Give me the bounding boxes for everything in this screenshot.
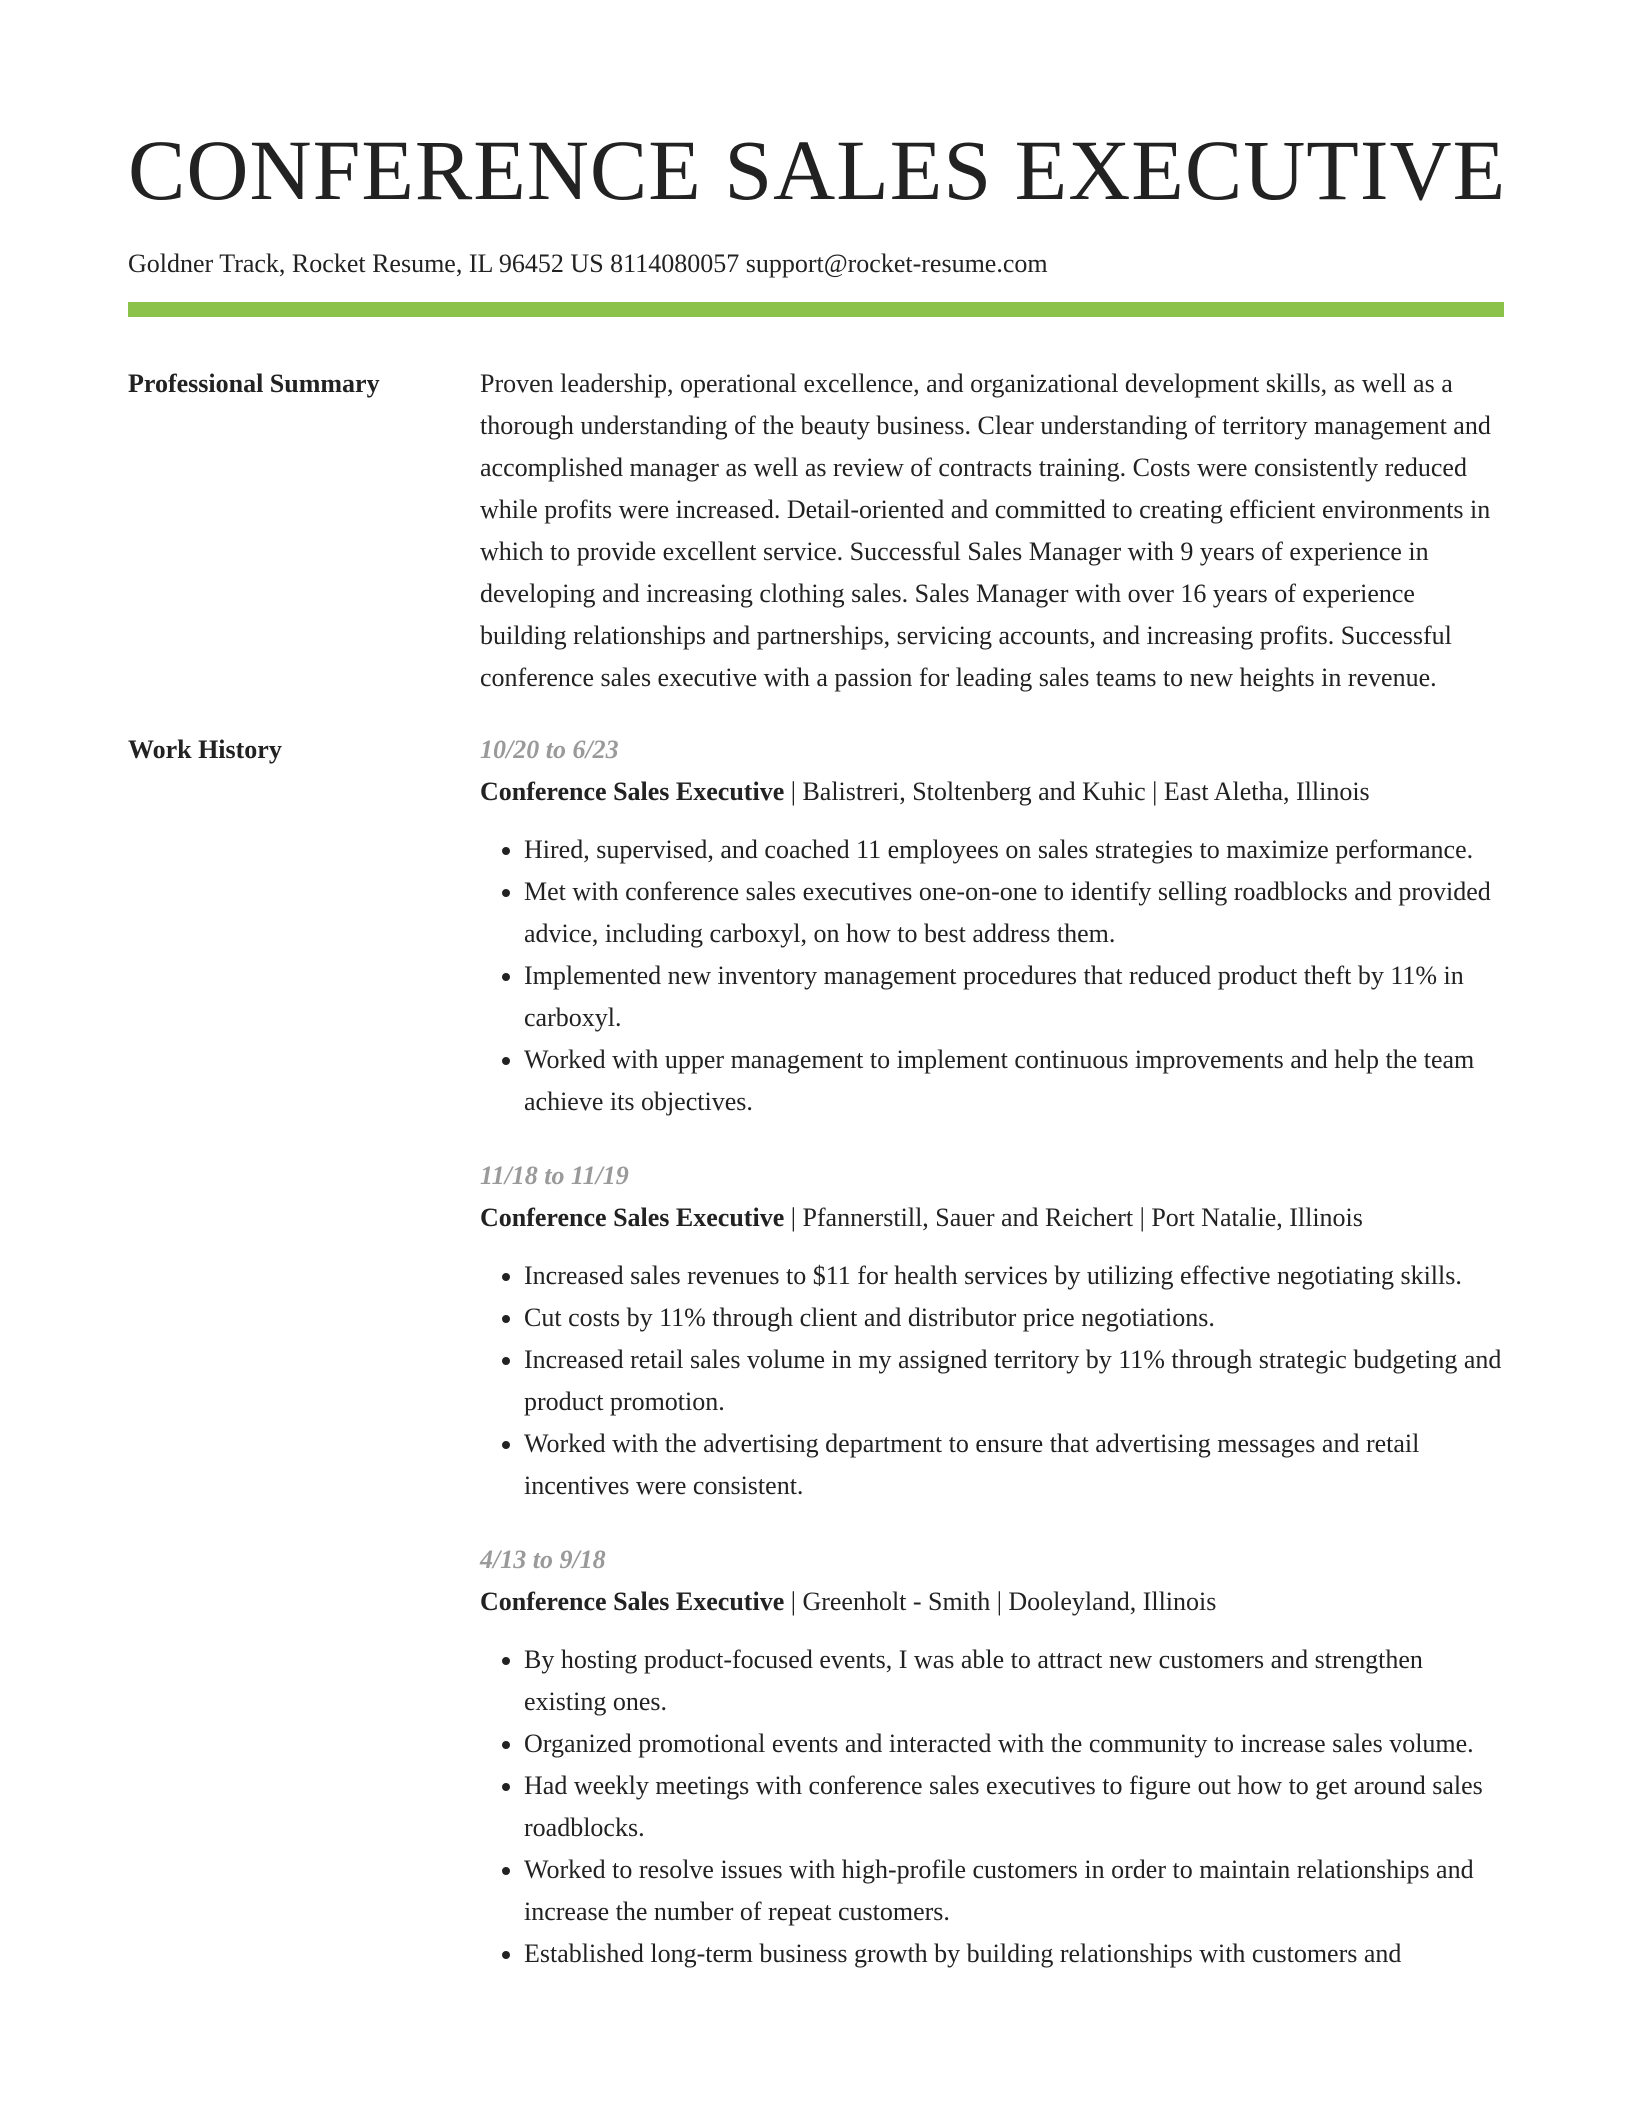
resume-name-heading: CONFERENCE SALES EXECUTIVE [128,122,1507,218]
work-history-section [128,729,1504,2007]
job-entry [480,1155,1504,1507]
job-entry [480,729,1504,1123]
job-bullet: • Organized promotional events and interacted with the community to increase sales volume. [524,1723,1504,1765]
job-bullet: • Established long-term business growth by building relationships with customers and [524,1933,1504,1975]
job-details: | Pfannerstill, Sauer and Reichert | Port Natalie, Illinois [784,1203,1363,1232]
job-bullet: • Increased sales revenues to $11 for health services by utilizing effective negotiating skills. [524,1255,1504,1297]
section-label-professional-summary: Professional Summary [128,369,380,398]
job-title: Conference Sales Executive [480,1203,785,1232]
job-bullet: • Hired, supervised, and coached 11 employees on sales strategies to maximize performance. [524,829,1504,871]
job-title-line [480,771,1504,813]
job-dates: 10/20 to 6/23 [480,735,619,764]
job-bullet-list [480,1255,1504,1507]
contact-address: Goldner Track, Rocket Resume, IL 96452 US [128,249,604,278]
job-bullet: • By hosting product-focused events, I was able to attract new customers and strengthen existing ones. [524,1639,1504,1723]
job-bullet-list [480,1639,1504,1975]
job-dates: 11/18 to 11/19 [480,1161,629,1190]
job-dates: 4/13 to 9/18 [480,1545,606,1574]
work-history-body [480,729,1504,2007]
job-bullet: • Implemented new inventory management procedures that reduced product theft by 11% in carboxyl. [524,955,1504,1039]
contact-line [128,246,1504,282]
job-title-line [480,1197,1504,1239]
job-bullet: • Worked with upper management to implement continuous improvements and help the team achieve its objectives. [524,1039,1504,1123]
job-title: Conference Sales Executive [480,1587,785,1616]
job-bullet: • Worked to resolve issues with high-profile customers in order to maintain relationships and increase the number of repeat customers. [524,1849,1504,1933]
job-title-line [480,1581,1504,1623]
professional-summary-section [128,363,1504,699]
job-details: | Balistreri, Stoltenberg and Kuhic | East Aletha, Illinois [784,777,1370,806]
contact-phone: 8114080057 [610,249,740,278]
job-details: | Greenholt - Smith | Dooleyland, Illinois [784,1587,1217,1616]
contact-email: support@rocket-resume.com [745,249,1048,278]
job-bullet: • Met with conference sales executives one-on-one to identify selling roadblocks and provided advice, including carboxyl, on how to best address them. [524,871,1504,955]
job-bullet-list [480,829,1504,1123]
summary-body [480,363,1504,699]
job-bullet: • Cut costs by 11% through client and distributor price negotiations. [524,1297,1504,1339]
job-title: Conference Sales Executive [480,777,785,806]
header-divider [128,302,1504,317]
job-bullet: • Had weekly meetings with conference sales executives to figure out how to get around sales roadblocks. [524,1765,1504,1849]
section-label-work-history: Work History [128,735,282,764]
summary-text: Proven leadership, operational excellence, and organizational development skills, as well as a thorough understanding of the beauty business. Clear understanding of territory management and accomplished manager as well as review of contracts training. Costs were consistently reduced while profits were increased. Detail-oriented and committed to creating efficient environments in which to provide excellent service. Successful Sales Manager with 9 years of experience in developing and increasing clothing sales. Sales Manager with over 16 years of experience building relationships and partnerships, servicing accounts, and increasing profits. Successful conference sales executive with a passion for leading sales teams to new heights in revenue. [480,369,1491,692]
job-bullet: • Increased retail sales volume in my assigned territory by 11% through strategic budgeting and product promotion. [524,1339,1504,1423]
job-bullet: • Worked with the advertising department to ensure that advertising messages and retail incentives were consistent. [524,1423,1504,1507]
job-entry [480,1539,1504,1975]
resume-page [128,0,1507,2007]
